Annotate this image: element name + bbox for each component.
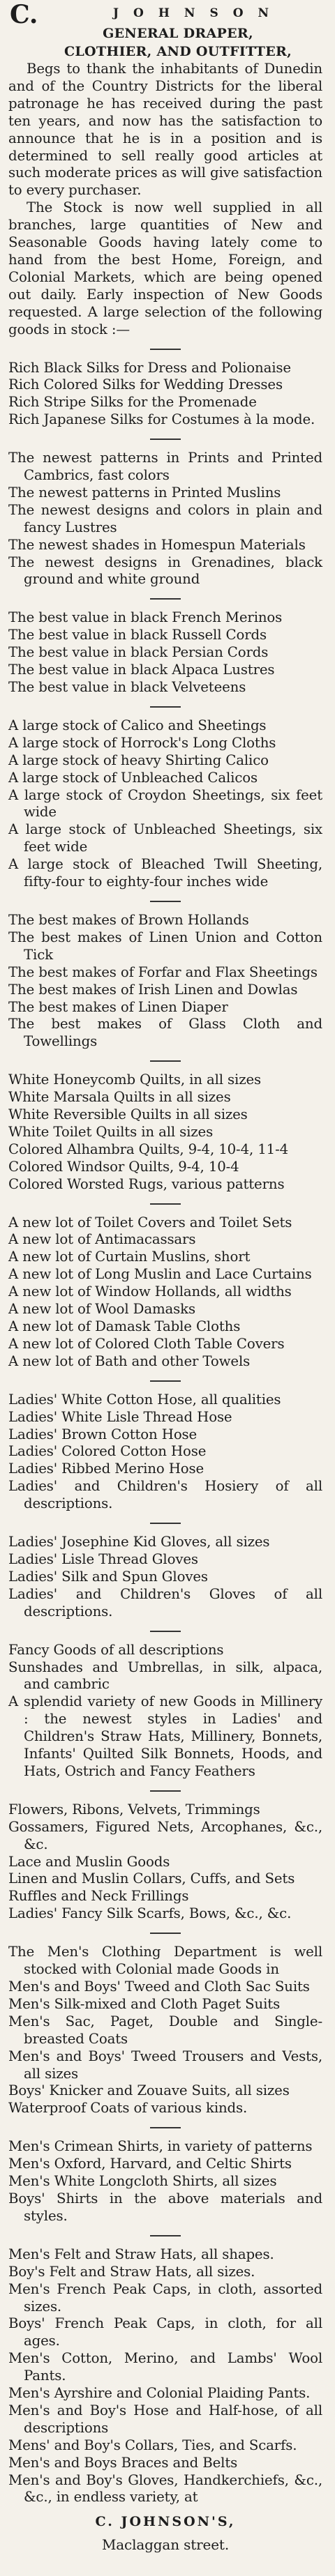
goods-list: [8, 349, 322, 2507]
section-divider: [150, 706, 181, 708]
goods-item: Men's and Boy's Hose and Half-hose, of all descriptions: [8, 2402, 322, 2436]
goods-item: Gossamers, Figured Nets, Arcophanes, &c., &c.: [8, 1818, 322, 1852]
goods-item: Rich Japanese Silks for Costumes à la mode.: [8, 411, 315, 428]
goods-item: Ladies' White Lisle Thread Hose: [8, 1408, 232, 1425]
goods-item: Sunshades and Umbrellas, in silk, alpaca, and cambric: [8, 1659, 322, 1693]
section-divider: [150, 1203, 181, 1205]
intro-paragraph: The Stock is now well supplied in all branches, large quantities of New and Seasonable Goods having lately come to hand from the best Home, Foreign, and Colonial Markets, which are being opened out daily. Early inspection of New Goods requested. A large selection of the following goods in stock :—: [8, 199, 322, 337]
goods-item: A new lot of Bath and other Towels: [8, 1352, 251, 1369]
goods-item: The best makes of Linen Union and Cotton Tick: [8, 929, 322, 963]
goods-group: [8, 609, 322, 696]
goods-item: Boy's Felt and Straw Hats, all sizes.: [8, 2263, 255, 2280]
goods-item: Ladies' and Children's Gloves of all descriptions.: [8, 1585, 322, 1619]
goods-item: Ladies' Colored Cotton Hose: [8, 1443, 207, 1460]
goods-item: Men's Crimean Shirts, in variety of patterns: [8, 2138, 313, 2155]
goods-item: Waterproof Coats of various kinds.: [8, 2100, 248, 2117]
goods-item: Ladies' Silk and Spun Gloves: [8, 1568, 208, 1585]
goods-item: A new lot of Long Muslin and Lace Curtains: [8, 1266, 312, 1283]
goods-item: Mens' and Boy's Collars, Ties, and Scarfs.: [8, 2437, 297, 2453]
goods-group: [8, 912, 322, 1051]
goods-item: The best value in black Persian Cords: [8, 644, 269, 661]
goods-item: The best makes of Irish Linen and Dowlas: [8, 981, 298, 998]
goods-item: Men's Oxford, Harvard, and Celtic Shirts: [8, 2156, 292, 2172]
goods-item: White Toilet Quilts in all sizes: [8, 1123, 214, 1140]
goods-item: Flowers, Ribons, Velvets, Trimmings: [8, 1801, 260, 1817]
goods-group: [8, 717, 322, 891]
goods-item: Ladies' Brown Cotton Hose: [8, 1426, 198, 1442]
goods-item: Ladies' Fancy Silk Scarfs, Bows, &c., &c.: [8, 1905, 292, 1922]
goods-item: Rich Stripe Silks for the Promenade: [8, 394, 257, 411]
goods-item: A large stock of Unbleached Sheetings, six feet wide: [8, 821, 322, 855]
goods-item: Men's and Boys' Tweed Trousers and Vests, all sizes: [8, 2048, 322, 2082]
goods-item: Men's Silk-mixed and Cloth Paget Suits: [8, 1995, 281, 2012]
goods-item: Linen and Muslin Collars, Cuffs, and Sets: [8, 1870, 295, 1887]
header-name: JOHNSON: [113, 6, 284, 20]
header-initial: C.: [10, 0, 38, 29]
section-divider: [150, 1380, 181, 1382]
goods-group: [8, 2246, 322, 2507]
goods-item: The newest designs in Grenadines, black ground and white ground: [8, 554, 322, 588]
section-divider: [150, 439, 181, 440]
goods-item: Ladies' Ribbed Merino Hose: [8, 1461, 204, 1477]
goods-item: The best value in black Alpaca Lustres: [8, 662, 275, 678]
goods-item: Boys' Shirts in the above materials and styles.: [8, 2190, 322, 2224]
goods-item: Men's Ayrshire and Colonial Plaiding Pants.: [8, 2385, 311, 2402]
goods-item: Ladies' Josephine Kid Gloves, all sizes: [8, 1534, 270, 1550]
section-divider: [150, 1933, 181, 1934]
goods-group: [8, 1534, 322, 1621]
goods-group: [8, 1642, 322, 1781]
goods-item: A large stock of heavy Shirting Calico: [8, 752, 269, 768]
goods-item: Men's and Boys Braces and Belts: [8, 2454, 238, 2471]
goods-group: [8, 1392, 322, 1513]
goods-item: A large stock of Croydon Sheetings, six feet wide: [8, 786, 322, 821]
section-divider: [150, 2235, 181, 2236]
section-divider: [150, 1523, 181, 1524]
goods-item: The best makes of Linen Diaper: [8, 998, 228, 1015]
goods-item: Men's Sac, Paget, Double and Single-breasted Coats: [8, 2013, 322, 2047]
header-title-line1: GENERAL DRAPER,: [103, 26, 253, 41]
section-divider: [150, 901, 181, 902]
section-divider: [150, 1631, 181, 1632]
goods-group: [8, 1072, 322, 1193]
goods-item: White Marsala Quilts in all sizes: [8, 1089, 231, 1106]
goods-item: A new lot of Damask Table Cloths: [8, 1318, 241, 1334]
goods-item: The best makes of Forfar and Flax Sheetings: [8, 963, 318, 980]
goods-group: [8, 1944, 322, 2117]
goods-item: Rich Colored Silks for Wedding Dresses: [8, 376, 283, 393]
goods-item: The best value in black French Merinos: [8, 609, 283, 626]
goods-item: Boys' Knicker and Zouave Suits, all sizes: [8, 2082, 290, 2099]
intro-text: [8, 61, 322, 339]
goods-item: Men's French Peak Caps, in cloth, assorted sizes.: [8, 2280, 322, 2315]
advert-header: [8, 0, 322, 29]
goods-item: A large stock of Unbleached Calicos: [8, 769, 258, 786]
goods-item: A splendid variety of new Goods in Millinery : the newest styles in Ladies' and Children's Straw Hats, Millinery, Bonnets, Infants' Quilted Silk Bonnets, Hoods, and Hats, Ostrich and Fancy Feathers: [8, 1693, 322, 1779]
intro-paragraph: Begs to thank the inhabitants of Dunedin and of the Country Districts for the liberal patronage he has received during the past ten years, and now has the satisfaction to announce that he is in a position and is determined to sell really good articles at such moderate prices as will give satisfaction to every purchaser.: [8, 61, 322, 199]
goods-item: White Honeycomb Quilts, in all sizes: [8, 1072, 261, 1088]
goods-item: A large stock of Horrock's Long Cloths: [8, 734, 276, 751]
goods-group: [8, 1214, 322, 1371]
goods-item: Colored Windsor Quilts, 9-4, 10-4: [8, 1158, 239, 1175]
goods-item: A new lot of Toilet Covers and Toilet Sets: [8, 1214, 292, 1230]
goods-item: The best makes of Glass Cloth and Towellings: [8, 1016, 322, 1050]
goods-item: Boys' French Peak Caps, in cloth, for all ages.: [8, 2315, 322, 2349]
goods-item: A new lot of Window Hollands, all widths: [8, 1283, 292, 1300]
goods-item: A new lot of Curtain Muslins, short: [8, 1249, 251, 1265]
section-divider: [150, 598, 181, 600]
goods-item: The best value in black Velveteens: [8, 679, 246, 695]
footer-address: Maclaggan street.: [101, 2536, 230, 2554]
goods-item: Lace and Muslin Goods: [8, 1853, 170, 1870]
goods-group: [8, 450, 322, 588]
goods-item: A new lot of Wool Damasks: [8, 1301, 195, 1318]
goods-item: Fancy Goods of all descriptions: [8, 1641, 224, 1658]
goods-item: The newest patterns in Printed Muslins: [8, 484, 281, 501]
goods-item: The best value in black Russell Cords: [8, 627, 267, 643]
goods-item: Rich Black Silks for Dress and Polionaise: [8, 359, 291, 376]
goods-item: Men's and Boys' Tweed and Cloth Sac Suits: [8, 1979, 310, 1995]
goods-item: Ladies' Lisle Thread Gloves: [8, 1550, 198, 1567]
section-divider: [150, 1790, 181, 1792]
goods-item: The newest designs and colors in plain and fancy Lustres: [8, 501, 322, 535]
section-divider: [150, 349, 181, 350]
goods-group: [8, 1801, 322, 1923]
goods-item: Men's White Longcloth Shirts, all sizes: [8, 2173, 277, 2190]
section-divider: [150, 1060, 181, 1062]
goods-item: A large stock of Calico and Sheetings: [8, 717, 267, 733]
goods-item: A large stock of Bleached Twill Sheeting, fifty-four to eighty-four inches wide: [8, 856, 322, 890]
goods-item: Ladies' and Children's Hosiery of all descriptions.: [8, 1478, 322, 1512]
section-divider: [150, 2127, 181, 2128]
goods-item: Colored Alhambra Quilts, 9-4, 10-4, 11-4: [8, 1141, 289, 1157]
goods-item: Men's and Boy's Gloves, Handkerchiefs, &c., &c., in endless variety, at: [8, 2471, 322, 2506]
goods-item: The best makes of Brown Hollands: [8, 911, 249, 928]
goods-item: Ruffles and Neck Frillings: [8, 1888, 189, 1905]
goods-item: Colored Worsted Rugs, various patterns: [8, 1175, 285, 1192]
goods-item: A new lot of Antimacassars: [8, 1231, 196, 1248]
goods-item: The newest patterns in Prints and Printed Cambrics, fast colors: [8, 450, 322, 484]
goods-item: White Reversible Quilts in all sizes: [8, 1106, 248, 1123]
goods-group: [8, 360, 322, 429]
goods-item: Men's Felt and Straw Hats, all shapes.: [8, 2246, 274, 2262]
goods-item: Men's Cotton, Merino, and Lambs' Wool Pants.: [8, 2350, 322, 2384]
header-title-line2: CLOTHIER, AND OUTFITTER,: [64, 44, 292, 59]
goods-item: The newest shades in Homespun Materials: [8, 536, 306, 553]
goods-item: A new lot of Colored Cloth Table Covers: [8, 1335, 285, 1352]
goods-item: The Men's Clothing Department is well stocked with Colonial made Goods in: [8, 1944, 322, 1978]
goods-group: [8, 2138, 322, 2225]
footer-name: C. JOHNSON'S,: [95, 2514, 236, 2530]
goods-item: Ladies' White Cotton Hose, all qualities: [8, 1391, 281, 1408]
